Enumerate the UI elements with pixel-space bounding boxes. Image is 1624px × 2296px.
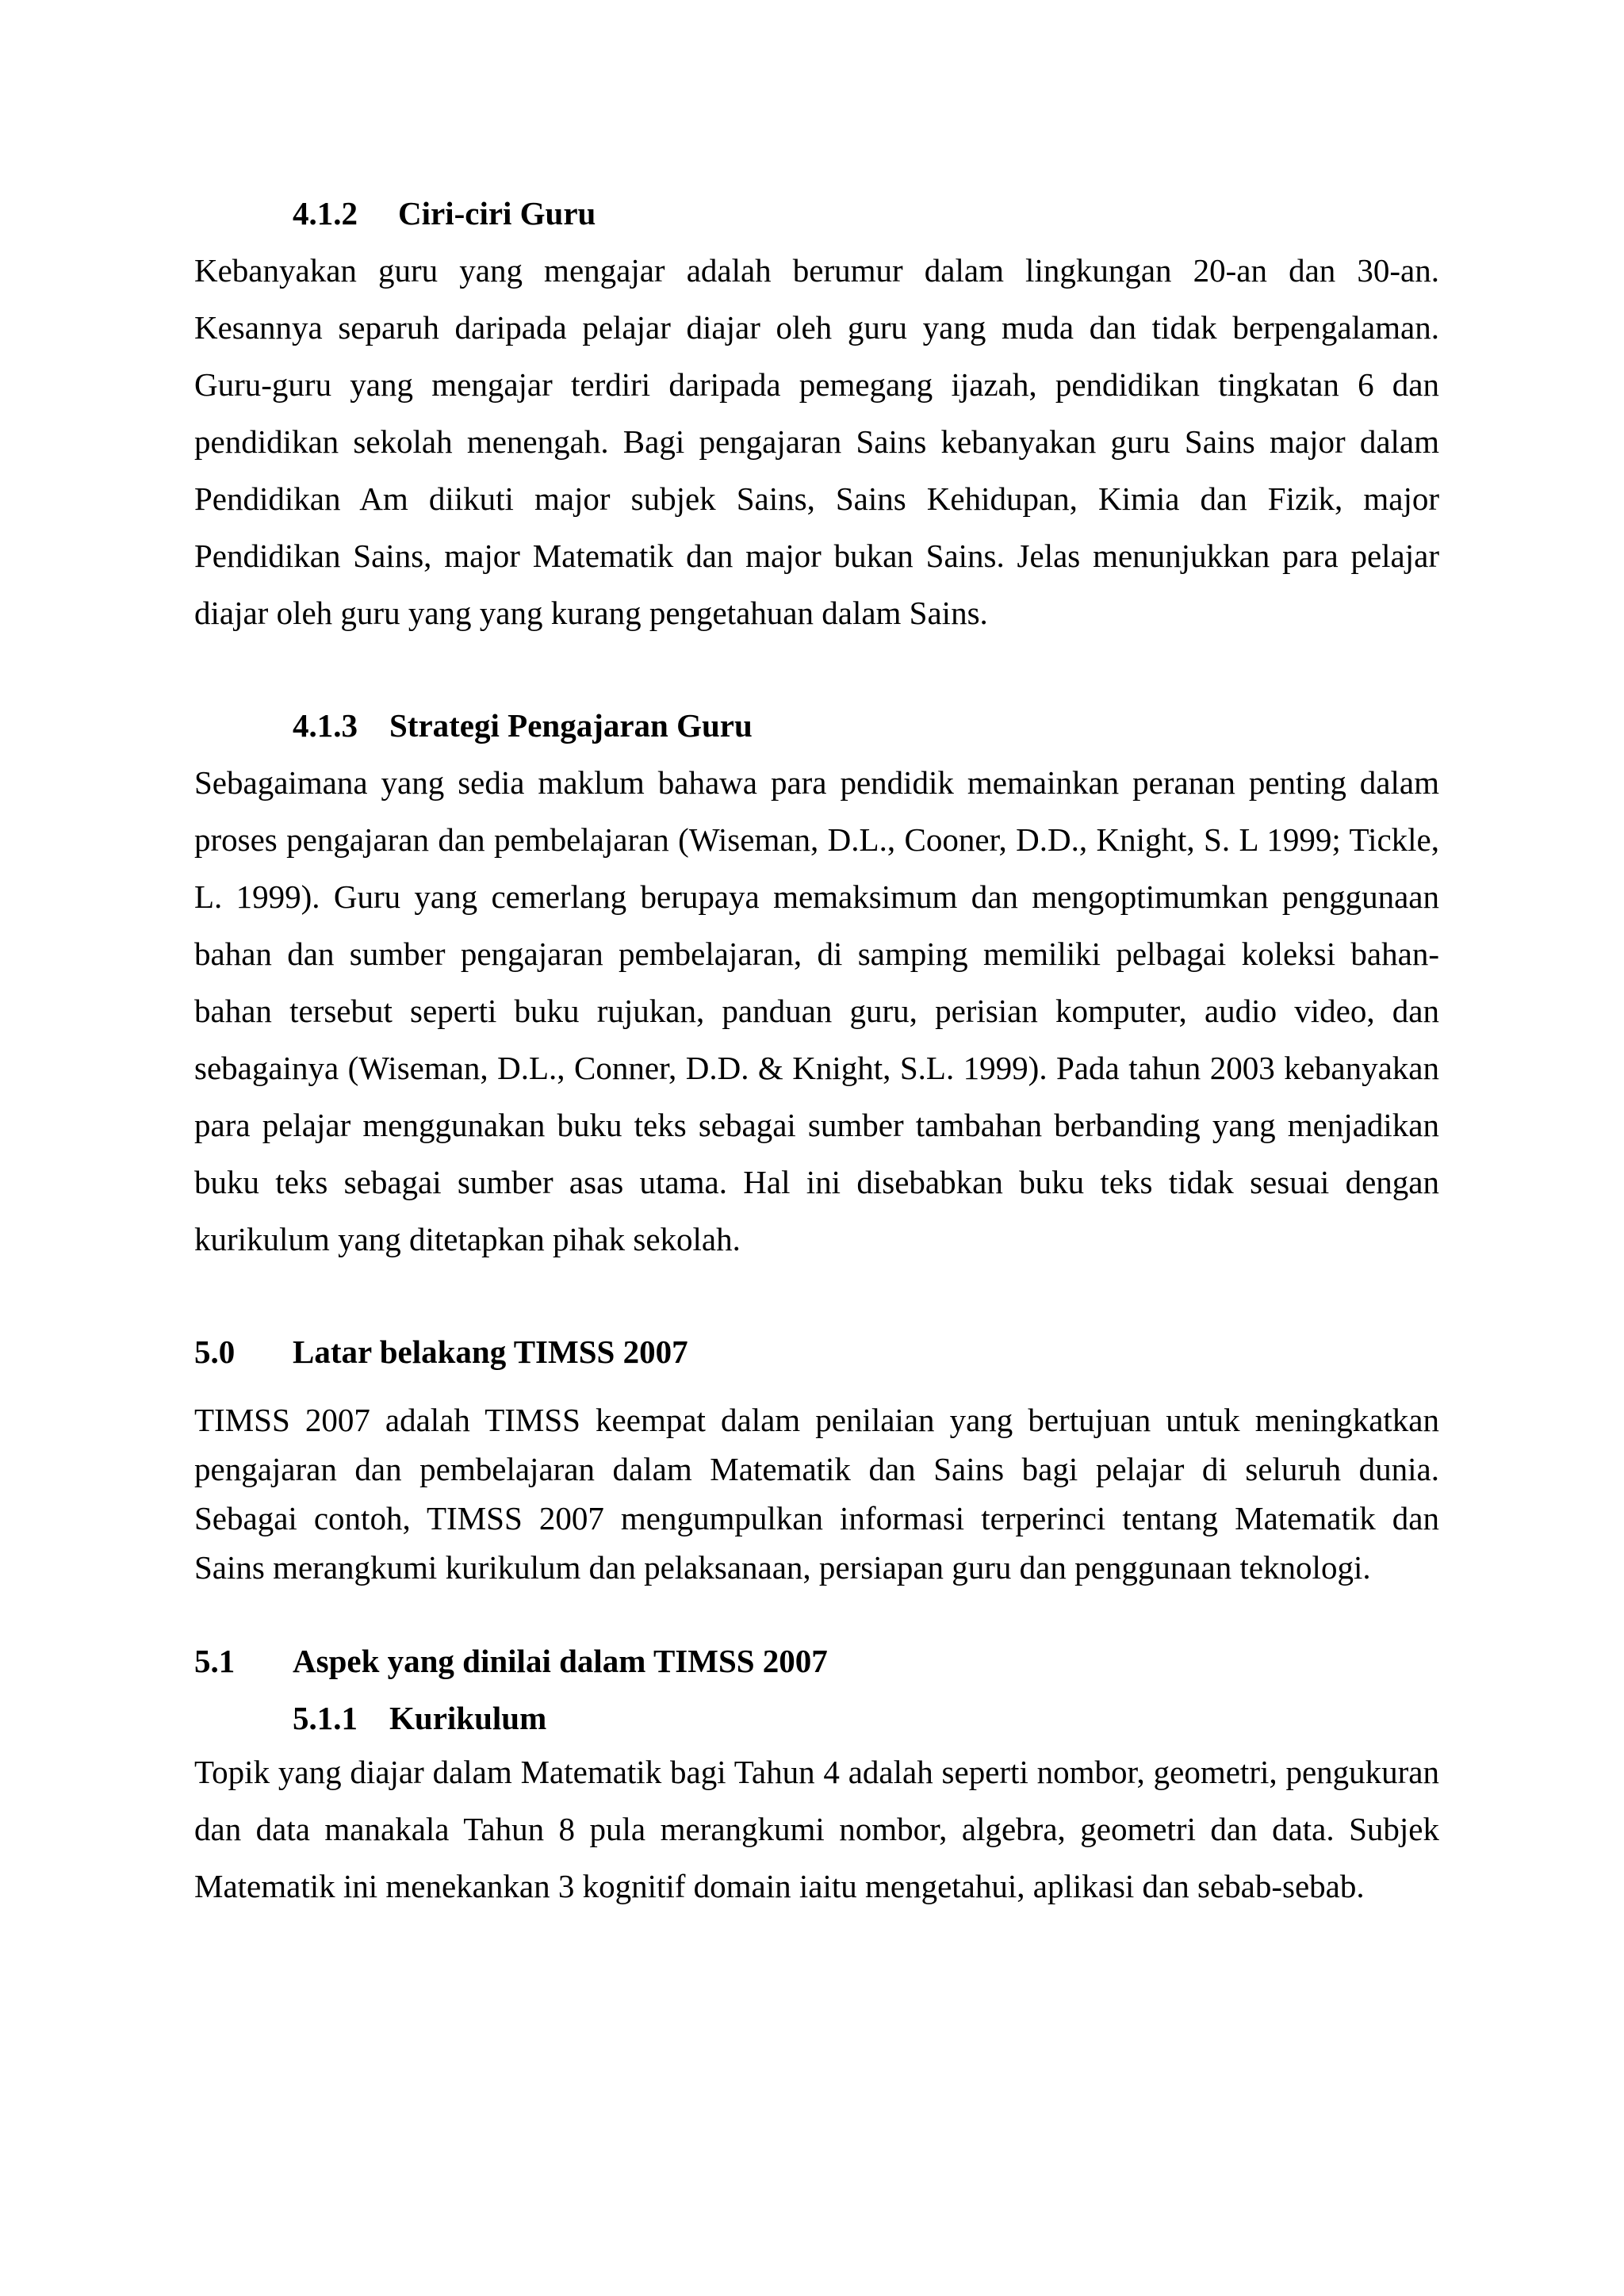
paragraph-latar-belakang-timss: TIMSS 2007 adalah TIMSS keempat dalam penilaian yang bertujuan untuk meningkatkan pengajaran dan pembelajaran dalam Matematik dan Sains bagi pelajar di seluruh dunia. Sebagai contoh, TIMSS 2007 mengumpulkan informasi terperinci tentang Matematik dan Sains merangkumi kurikulum dan pelaksanaan, persiapan guru dan penggunaan teknologi. [194, 1402, 1439, 1586]
paragraph-strategi-pengajaran-guru: Sebagaimana yang sedia maklum bahawa para pendidik memainkan peranan penting dalam proses pengajaran dan pembelajaran (Wiseman, D.L., Cooner, D.D., Knight, S. L 1999; Tickle, L. 1999). Guru yang cemerlang berupaya memaksimum dan mengoptimumkan penggunaan bahan dan sumber pengajaran pembelajaran, di samping memiliki pelbagai koleksi bahan-bahan tersebut seperti buku rujukan, panduan guru, perisian komputer, audio video, dan sebagainya (Wiseman, D.L., Conner, D.D. & Knight, S.L. 1999). Pada tahun 2003 kebanyakan para pelajar menggunakan buku teks sebagai sumber tambahan berbanding yang menjadikan buku teks sebagai sumber asas utama. Hal ini disebabkan buku teks tidak sesuai dengan kurikulum yang ditetapkan pihak sekolah. [194, 764, 1439, 1257]
heading-5-0 [194, 1331, 688, 1372]
heading-title: Latar belakang TIMSS 2007 [293, 1334, 688, 1370]
heading-title: Strategi Pengajaran Guru [389, 707, 753, 744]
paragraph-kurikulum: Topik yang diajar dalam Matematik bagi Tahun 4 adalah seperti nombor, geometri, pengukuran dan data manakala Tahun 8 pula merangkumi nombor, algebra, geometri dan data. Subjek Matematik ini menekankan 3 kognitif domain iaitu mengetahui, aplikasi dan sebab-sebab. [194, 1754, 1439, 1904]
heading-number: 5.1 [194, 1643, 236, 1679]
heading-5-1 [194, 1640, 828, 1682]
heading-number: 5.0 [194, 1334, 236, 1370]
heading-5-1-1 [293, 1697, 546, 1739]
heading-number: 4.1.2 [293, 195, 358, 232]
paragraph-ciri-ciri-guru: Kebanyakan guru yang mengajar adalah berumur dalam lingkungan 20-an dan 30-an. Kesannya separuh daripada pelajar diajar oleh guru yang muda dan tidak berpengalaman. Guru-guru yang mengajar terdiri daripada pemegang ijazah, pendidikan tingkatan 6 dan pendidikan sekolah menengah. Bagi pengajaran Sains kebanyakan guru Sains major dalam Pendidikan Am diikuti major subjek Sains, Sains Kehidupan, Kimia dan Fizik, major Pendidikan Sains, major Matematik dan major bukan Sains. Jelas menunjukkan para pelajar diajar oleh guru yang yang kurang pengetahuan dalam Sains. [194, 252, 1439, 631]
heading-4-1-2 [293, 193, 596, 234]
heading-number: 4.1.3 [293, 707, 358, 744]
heading-number: 5.1.1 [293, 1700, 358, 1736]
heading-title: Aspek yang dinilai dalam TIMSS 2007 [293, 1643, 828, 1679]
heading-title: Ciri-ciri Guru [398, 195, 596, 232]
heading-title: Kurikulum [389, 1700, 547, 1736]
heading-4-1-3 [293, 705, 753, 746]
